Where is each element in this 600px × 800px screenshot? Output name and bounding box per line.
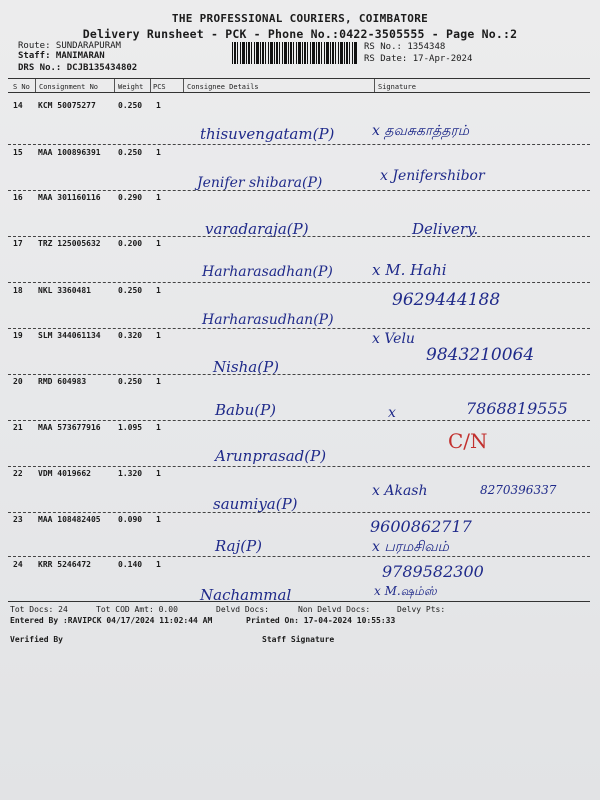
row-weight: 0.290 <box>118 193 143 202</box>
row-pcs: 1 <box>156 377 161 386</box>
row-consignee-name: saumiya(P) <box>213 495 298 513</box>
row-pcs: 1 <box>156 148 161 157</box>
row-signature: C/N <box>448 429 488 453</box>
row-separator <box>8 236 590 237</box>
total-cod-amount: Tot COD Amt: 0.00 <box>96 605 178 614</box>
row-sno: 24 <box>13 560 23 569</box>
staff-signature-label: Staff Signature <box>262 635 335 644</box>
row-pcs: 1 <box>156 239 161 248</box>
entered-by: Entered By :RAVIPCK 04/17/2024 11:02:44 AM <box>10 616 213 625</box>
row-sno: 14 <box>13 101 23 110</box>
delivery-points: Delvy Pts: <box>397 605 446 614</box>
row-signature: x Jenifershibor <box>380 168 485 184</box>
total-docs: Tot Docs: 24 <box>10 605 68 614</box>
verified-by: Verified By <box>10 635 63 644</box>
row-signature: x M.ஷம்ஸ் <box>374 584 437 598</box>
row-consignee-name: Harharasadhan(P) <box>202 264 333 280</box>
row-weight: 0.200 <box>118 239 143 248</box>
row-weight: 0.090 <box>118 515 143 524</box>
row-pcs: 1 <box>156 515 161 524</box>
table-row <box>0 286 600 332</box>
table-row <box>0 331 600 377</box>
row-weight: 0.250 <box>118 377 143 386</box>
row-pcs: 1 <box>156 423 161 432</box>
row-separator <box>8 512 590 513</box>
table-row <box>0 101 600 147</box>
col-signature: Signature <box>378 83 416 91</box>
table-row <box>0 469 600 515</box>
row-phone: 7868819555 <box>466 399 568 418</box>
row-weight: 1.095 <box>118 423 143 432</box>
table-row <box>0 515 600 561</box>
row-sno: 19 <box>13 331 23 340</box>
row-signature: x Akash <box>372 483 428 499</box>
barcode <box>232 42 357 64</box>
row-phone: 9600862717 <box>370 517 472 536</box>
row-weight: 1.320 <box>118 469 143 478</box>
row-consignment: MAA 301160116 <box>38 193 101 202</box>
row-signature: x M. Hahi <box>372 261 447 279</box>
row-weight: 0.250 <box>118 101 143 110</box>
row-pcs: 1 <box>156 193 161 202</box>
row-pcs: 1 <box>156 101 161 110</box>
row-separator <box>8 374 590 375</box>
drs-number: DRS No.: DCJB135434802 <box>18 63 138 73</box>
col-divider <box>114 79 115 92</box>
table-row <box>0 423 600 469</box>
row-sno: 18 <box>13 286 23 295</box>
row-weight: 0.250 <box>118 286 143 295</box>
row-consignment: SLM 344061134 <box>38 331 101 340</box>
row-separator <box>8 190 590 191</box>
row-consignment: MAA 100896391 <box>38 148 101 157</box>
row-consignee-name: thisuvengatam(P) <box>200 125 335 143</box>
col-divider <box>35 79 36 92</box>
rs-date: RS Date: 17-Apr-2024 <box>364 54 473 64</box>
row-consignee-name: Raj(P) <box>215 537 263 555</box>
table-row <box>0 193 600 239</box>
table-row <box>0 239 600 285</box>
row-weight: 0.140 <box>118 560 143 569</box>
delivered-docs: Delvd Docs: <box>216 605 269 614</box>
row-consignment: KRR 5246472 <box>38 560 91 569</box>
row-phone: 9789582300 <box>382 562 484 581</box>
row-signature: x பரமசிவம் <box>372 539 449 555</box>
row-consignee-name: Nachammal <box>200 586 292 604</box>
table-bottom-rule <box>8 601 590 602</box>
row-consignee-name: Arunprasad(P) <box>215 447 327 465</box>
row-consignee-name: Harharasudhan(P) <box>202 312 334 328</box>
row-consignment: MAA 573677916 <box>38 423 101 432</box>
row-sno: 21 <box>13 423 23 432</box>
row-sno: 22 <box>13 469 23 478</box>
row-pcs: 1 <box>156 331 161 340</box>
row-sno: 20 <box>13 377 23 386</box>
row-separator <box>8 556 590 557</box>
row-consignee-name: Jenifer shibara(P) <box>197 175 323 191</box>
printed-on: Printed On: 17-04-2024 10:55:33 <box>246 616 396 625</box>
row-sno: 15 <box>13 148 23 157</box>
row-signature: x Velu <box>372 331 415 347</box>
route-label: Route: SUNDARAPURAM <box>18 41 121 51</box>
row-separator <box>8 466 590 467</box>
row-consignee-name: Babu(P) <box>215 401 277 419</box>
col-divider <box>183 79 184 92</box>
col-consignment: Consignment No <box>39 83 99 91</box>
row-consignment: MAA 108482405 <box>38 515 101 524</box>
non-delivered-docs: Non Delvd Docs: <box>298 605 371 614</box>
runsheet-subtitle: Delivery Runsheet - PCK - Phone No.:0422-3505555 - Page No.:2 <box>82 27 518 41</box>
row-signature: x தவசுகாத்தரம் <box>372 123 470 139</box>
row-weight: 0.250 <box>118 148 143 157</box>
table-row <box>0 377 600 423</box>
col-sno: S No <box>13 83 30 91</box>
col-divider <box>374 79 375 92</box>
row-weight: 0.320 <box>118 331 143 340</box>
header-top-rule <box>8 78 590 79</box>
row-signature: x <box>388 405 396 421</box>
row-consignment: KCM 50075277 <box>38 101 96 110</box>
col-weight: Weight <box>118 83 144 91</box>
row-separator <box>8 420 590 421</box>
row-consignment: TRZ 125005632 <box>38 239 101 248</box>
row-sno: 16 <box>13 193 23 202</box>
row-pcs: 1 <box>156 469 161 478</box>
row-separator <box>8 282 590 283</box>
row-consignment: VDM 4019662 <box>38 469 91 478</box>
row-sno: 17 <box>13 239 23 248</box>
row-phone: 9629444188 <box>392 290 501 310</box>
staff-label: Staff: MANIMARAN <box>18 51 105 61</box>
table-row <box>0 560 600 606</box>
rs-number: RS No.: 1354348 <box>364 42 446 52</box>
row-consignee-name: varadaraja(P) <box>205 220 309 238</box>
row-separator <box>8 328 590 329</box>
row-phone: 9843210064 <box>426 345 535 365</box>
col-divider <box>150 79 151 92</box>
row-separator <box>8 144 590 145</box>
col-consignee: Consignee Details <box>187 83 259 91</box>
row-pcs: 1 <box>156 560 161 569</box>
table-row <box>0 148 600 194</box>
row-consignment: NKL 3360481 <box>38 286 91 295</box>
row-consignee-name: Nisha(P) <box>213 358 280 376</box>
col-pcs: PCS <box>153 83 166 91</box>
header-bottom-rule <box>8 92 590 93</box>
row-signature: Delivery. <box>412 220 479 238</box>
row-consignment: RMD 604983 <box>38 377 87 386</box>
company-title: THE PROFESSIONAL COURIERS, COIMBATORE <box>171 12 429 25</box>
row-phone: 8270396337 <box>480 483 557 497</box>
row-pcs: 1 <box>156 286 161 295</box>
row-sno: 23 <box>13 515 23 524</box>
